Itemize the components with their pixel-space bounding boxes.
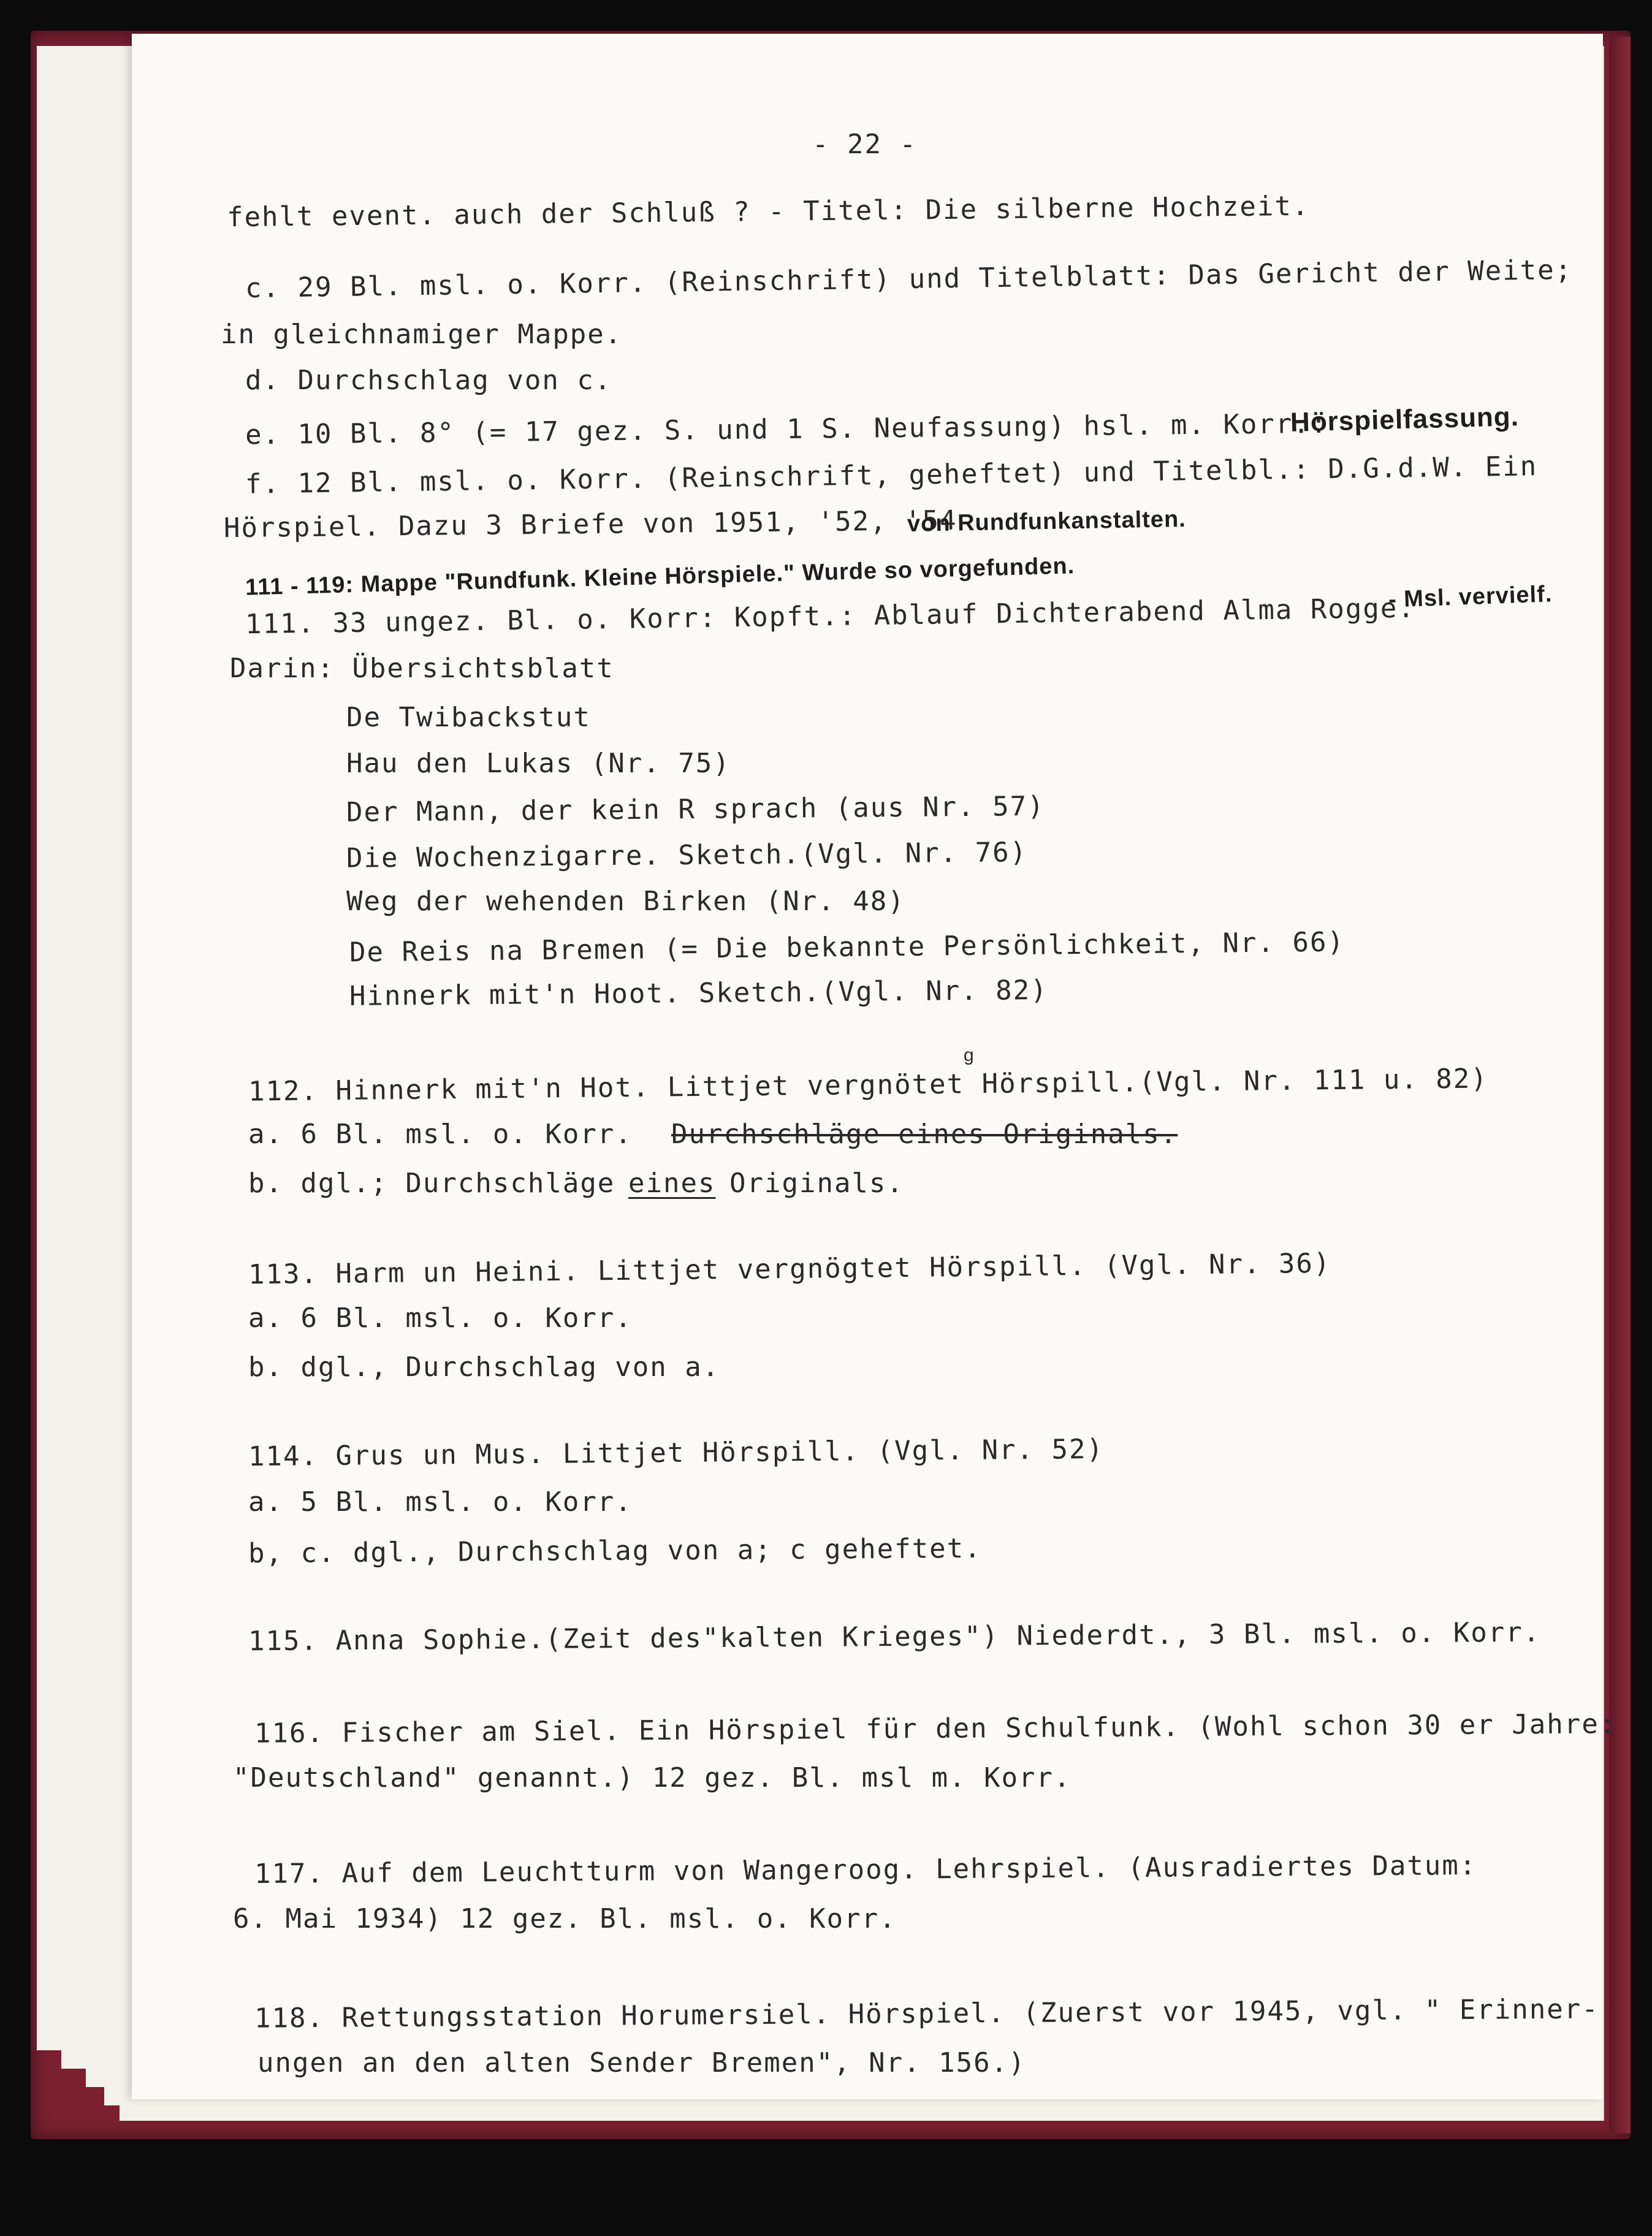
document-page bbox=[132, 34, 1617, 2099]
text-line: 112. Hinnerk mit'n Hot. Littjet vergnötet Hörspill.(Vgl. Nr. 111 u. 82) bbox=[248, 1063, 1489, 1108]
text-line: Hörspiel. Dazu 3 Briefe von 1951, '52, '54 bbox=[223, 504, 957, 544]
text-line: Hinnerk mit'n Hoot. Sketch.(Vgl. Nr. 82) bbox=[349, 975, 1048, 1012]
binder-edge bbox=[1609, 37, 1631, 2133]
text-line: in gleichnamiger Mappe. bbox=[221, 319, 623, 350]
text-line: f. 12 Bl. msl. o. Korr. (Reinschrift, geheftet) und Titelbl.: D.G.d.W. Ein bbox=[245, 451, 1538, 500]
text-line: Darin: Übersichtsblatt bbox=[230, 653, 614, 684]
text-line: a. 6 Bl. msl. o. Korr. bbox=[248, 1119, 633, 1150]
text-line: d. Durchschlag von c. bbox=[245, 365, 612, 396]
text-line: Weg der wehenden Birken (Nr. 48) bbox=[346, 886, 905, 917]
text-line: De Reis na Bremen (= Die bekannte Persönlichkeit, Nr. 66) bbox=[349, 926, 1346, 968]
text-line: ungen an den alten Sender Bremen", Nr. 156.) bbox=[257, 2047, 1026, 2078]
inserted-letter: g bbox=[964, 1045, 974, 1065]
text-line: Der Mann, der kein R sprach (aus Nr. 57) bbox=[346, 791, 1045, 828]
text-line: 115. Anna Sophie.(Zeit des"kalten Krieges") Niederdt., 3 Bl. msl. o. Korr. bbox=[248, 1616, 1541, 1657]
text-line: b, c. dgl., Durchschlag von a; c geheftet. bbox=[248, 1532, 982, 1570]
text-line: 6. Mai 1934) 12 gez. Bl. msl. o. Korr. bbox=[233, 1903, 897, 1934]
text-line: "Deutschland" genannt.) 12 gez. Bl. msl m. Korr. bbox=[233, 1762, 1072, 1793]
text-line: 118. Rettungsstation Horumersiel. Hörspiel. (Zuerst vor 1945, vgl. " Erinner- bbox=[254, 1993, 1599, 2034]
text-line: Die Wochenzigarre. Sketch.(Vgl. Nr. 76) bbox=[346, 837, 1028, 874]
text-line: 113. Harm un Heini. Littjet vergnögtet Hörspill. (Vgl. Nr. 36) bbox=[248, 1247, 1331, 1291]
text-line: Originals. bbox=[729, 1168, 904, 1199]
handwritten-note: - Msl. vervielf. bbox=[1388, 581, 1553, 613]
text-line: fehlt event. auch der Schluß ? - Titel: Die silberne Hochzeit. bbox=[226, 190, 1310, 234]
text-line: a. 6 Bl. msl. o. Korr. bbox=[248, 1302, 633, 1334]
text-line: De Twibackstut bbox=[346, 702, 591, 733]
text-line: a. 5 Bl. msl. o. Korr. bbox=[248, 1486, 633, 1518]
page-number: - 22 - bbox=[812, 129, 917, 160]
text-line: Hau den Lukas (Nr. 75) bbox=[346, 748, 731, 779]
text-line: b. dgl.; Durchschläge bbox=[248, 1168, 615, 1199]
text-line: 116. Fischer am Siel. Ein Hörspiel für den Schulfunk. (Wohl schon 30 er Jahre: bbox=[254, 1708, 1617, 1749]
text-line: 111. 33 ungez. Bl. o. Korr: Kopft.: Ablauf Dichterabend Alma Rogge. bbox=[245, 592, 1416, 641]
text-line: 114. Grus un Mus. Littjet Hörspill. (Vgl. Nr. 52) bbox=[248, 1433, 1105, 1473]
text-line: 117. Auf dem Leuchtturm von Wangeroog. Lehrspiel. (Ausradiertes Datum: bbox=[254, 1850, 1477, 1890]
text-line: e. 10 Bl. 8° (= 17 gez. S. und 1 S. Neufassung) hsl. m. Korr.: bbox=[245, 408, 1328, 451]
text-line: b. dgl., Durchschlag von a. bbox=[248, 1352, 720, 1383]
handwritten-note: Hörspielfassung. bbox=[1290, 401, 1520, 438]
text-line: c. 29 Bl. msl. o. Korr. (Reinschrift) und Titelblatt: Das Gericht der Weite; bbox=[245, 254, 1573, 305]
struck-text: Durchschläge eines Originals. bbox=[671, 1119, 1178, 1150]
underlined-text: eines bbox=[628, 1168, 716, 1199]
handwritten-note: von Rundfunkanstalten. bbox=[907, 506, 1187, 537]
handwritten-note: 111 - 119: Mappe "Rundfunk. Kleine Hörspiele." Wurde so vorgefunden. bbox=[245, 553, 1075, 601]
